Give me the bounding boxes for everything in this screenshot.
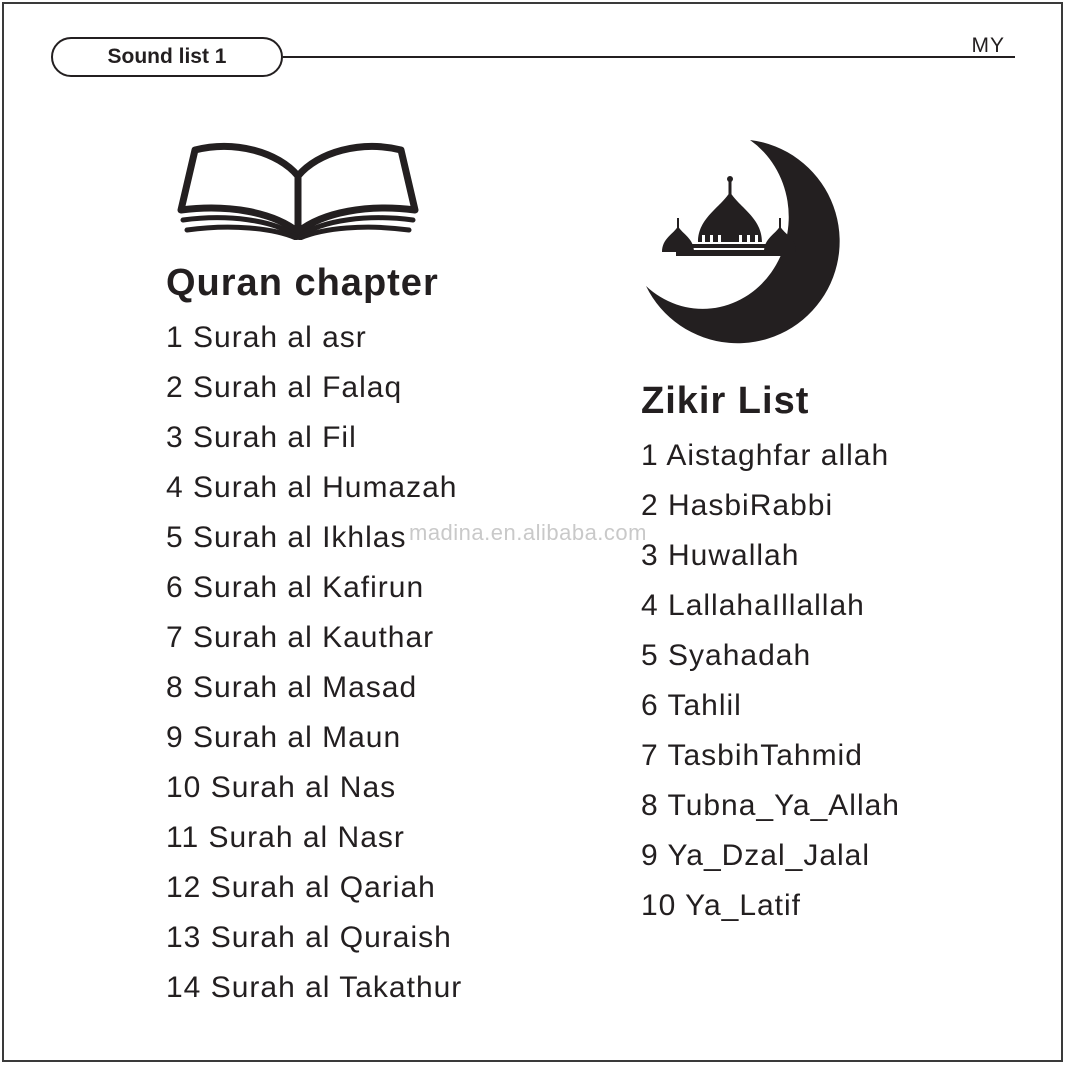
list-item: 4 LallahaIllallah <box>641 589 865 622</box>
list-item: 14 Surah al Takathur <box>166 971 463 1004</box>
crescent-mosque-icon <box>640 136 850 348</box>
list-item: 12 Surah al Qariah <box>166 871 436 904</box>
list-item: 10 Surah al Nas <box>166 771 397 804</box>
list-item: 2 Surah al Falaq <box>166 371 403 404</box>
list-item: 9 Surah al Maun <box>166 721 402 754</box>
quran-chapter-heading: Quran chapter <box>166 262 439 304</box>
list-item: 1 Aistaghfar allah <box>641 439 890 472</box>
list-item: 8 Surah al Masad <box>166 671 418 704</box>
list-item: 8 Tubna_Ya_Allah <box>641 789 900 822</box>
list-item: 2 HasbiRabbi <box>641 489 834 522</box>
list-item: 10 Ya_Latif <box>641 889 802 922</box>
zikir-list <box>641 431 900 931</box>
zikir-list-heading: Zikir List <box>641 380 810 422</box>
list-item: 6 Tahlil <box>641 689 742 722</box>
watermark: madina.en.alibaba.com <box>409 520 647 545</box>
list-item: 7 Surah al Kauthar <box>166 621 435 654</box>
list-item: 5 Surah al Ikhlas <box>166 521 407 554</box>
list-item: 7 TasbihTahmid <box>641 739 863 772</box>
list-item: 6 Surah al Kafirun <box>166 571 425 604</box>
list-item: 13 Surah al Quraish <box>166 921 452 954</box>
list-item: 1 Surah al asr <box>166 321 367 354</box>
open-book-icon <box>173 140 423 240</box>
list-item: 9 Ya_Dzal_Jalal <box>641 839 871 872</box>
list-item: 3 Huwallah <box>641 539 800 572</box>
list-item: 11 Surah al Nasr <box>166 821 405 854</box>
quran-chapter-list <box>166 313 462 1013</box>
list-item: 5 Syahadah <box>641 639 812 672</box>
list-item: 4 Surah al Humazah <box>166 471 458 504</box>
sound-list-title: Sound list 1 <box>51 37 283 77</box>
header-rule <box>283 56 1015 58</box>
language-code: MY <box>971 34 1005 57</box>
list-item: 3 Surah al Fil <box>166 421 357 454</box>
